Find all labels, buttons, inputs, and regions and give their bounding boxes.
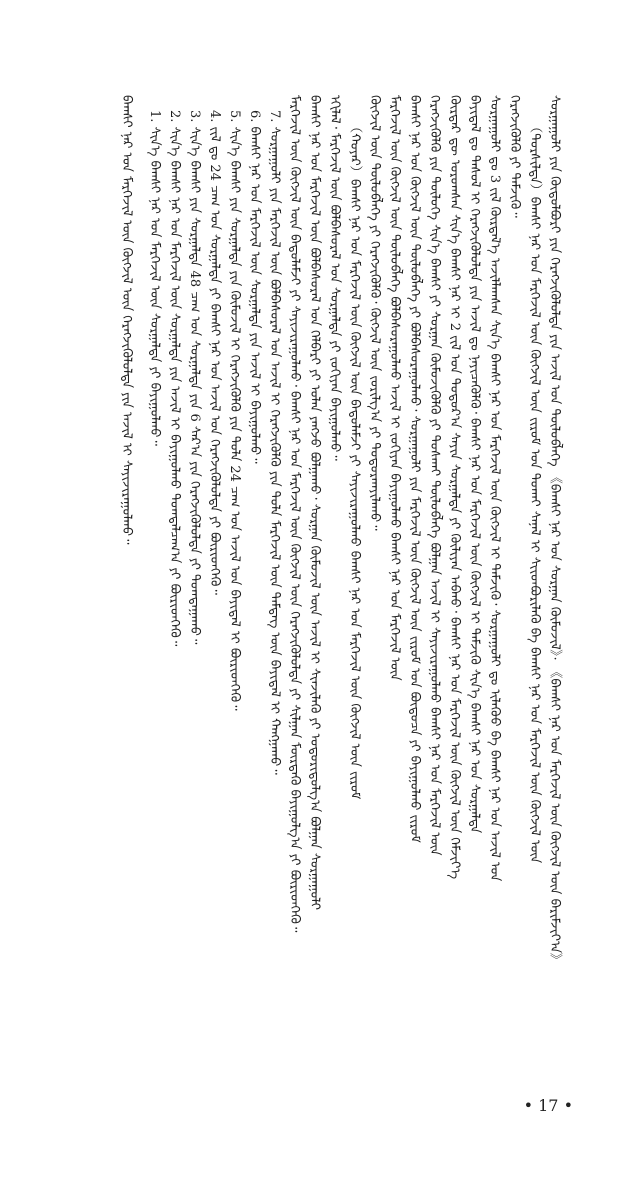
page-number: • 17 •	[523, 1096, 573, 1115]
text-column: （ᠲᠤᠷᠰᠢᠯᠲᠠ）ᠪᠠᠭᠰᠢ ᠨᠠᠷ ᠤᠨ ᠮᠡᠷᠭᠡᠵᠢᠯ ᠦᠨ ᠬᠥᠭᠵᠢᠯ ᠦᠨ ᠵᠢᠷᠤᠮ ᠤᠨ ᠲᠤᠬᠠᠢ ᠰᠠᠨᠠᠯ ᠢ ᠰᠢᠢᠳᠪᠦᠷᠢᠯᠡᠬᠦ ᠪᠠ ᠪᠠᠭᠰᠢ ᠨᠠᠷ ᠤᠨ ᠮᠡᠷᠭᠡᠵᠢᠯ ᠦᠨ ᠬᠥᠭᠵᠢᠯ ᠦᠨ	[527, 120, 542, 864]
text-column: 3. ᠰᠢᠨ᠎ᠡ ᠪᠠᠭᠰᠢ ᠶᠢᠨ ᠰᠤᠷᠭᠠᠯᠲᠠ 48 ᠴᠠᠭ ᠤᠨ ᠰᠤᠷᠭᠠᠯᠲᠠ ᠶᠢᠨ 6 ᠰᠠᠷ᠎ᠠ ᠶᠢᠨ ᠬᠡᠷᠡᠭᠵᠢᠭᠦᠯᠦᠯᠲᠡ ᠶᠢ ᠲᠣᠭᠲᠠᠭᠠᠬᠤ᠃	[187, 110, 202, 645]
text-column: ᠪᠠᠶᠢᠳᠠᠯ ᠳᠤ ᠳᠠᠰᠤᠯ ᠢ ᠬᠡᠷᠡᠭᠵᠢᠭᠦᠯᠦᠯᠲᠡ ᠶᠢᠨ ᠠᠵᠢᠯ ᠳᠤ ᠨᠡᠶᠢᠴᠡᠭᠦᠯᠬᠦ᠂ ᠪᠠᠭᠰᠢ ᠨᠠᠷ ᠤᠨ ᠮᠡᠷᠭᠡᠵᠢᠯ ᠦᠨ ᠬᠥᠭᠵᠢᠯ ᠢ ᠳᠡᠮᠵᠢᠬᠦ ᠰᠢᠨ᠎ᠡ ᠪᠠᠭᠰᠢ ᠨᠠᠷ ᠤᠨ ᠰᠤᠷᠭᠠᠯᠲᠠ	[467, 95, 482, 834]
text-column: ᠡᠬᠢᠯᠡᠯ᠂ ᠮᠡᠷᠭᠡᠵᠢᠯ ᠦᠨ ᠪᠣᠯᠪᠠᠰᠤᠷᠠᠯ ᠤᠨ ᠰᠤᠷᠭᠠᠯᠲᠠ ᠶᠢ ᠵᠣᠬᠢᠶᠠᠨ ᠪᠠᠶᠢᠭᠤᠯᠬᠤ᠃	[327, 95, 342, 461]
text-column: （ᠬᠣᠶᠠᠷ）ᠪᠠᠭᠰᠢ ᠨᠠᠷ ᠤᠨ ᠮᠡᠷᠭᠡᠵᠢᠯ ᠦᠨ ᠬᠥᠭᠵᠢᠯ ᠦᠨ ᠪᠠᠲᠤᠯᠠᠮᠵᠢ ᠶᠢ ᠰᠠᠶᠢᠵᠢᠷᠠᠭᠤᠯᠬᠤ ᠪᠠᠭᠰᠢ ᠨᠠᠷ ᠤᠨ ᠮᠡᠷᠭᠡᠵᠢᠯ ᠦᠨ ᠬᠥᠭᠵᠢᠯ ᠦᠨ ᠵᠢᠷᠤᠮ	[347, 120, 362, 800]
text-column: ᠪᠠᠭᠰᠢ ᠨᠠᠷ ᠤᠨ ᠮᠡᠷᠭᠡᠵᠢᠯ ᠦᠨ ᠬᠥᠭᠵᠢᠯ ᠦᠨ ᠬᠡᠷᠡᠭᠵᠢᠭᠦᠯᠦᠯᠲᠡ ᠶᠢᠨ ᠠᠵᠢᠯ ᠢ ᠰᠠᠶᠢᠵᠢᠷᠠᠭᠤᠯᠬᠤ᠃	[119, 95, 134, 545]
text-column: ᠰᠤᠷᠭᠠᠭᠤᠯᠢ ᠳᠤ 3 ᠵᠢᠯ ᠬᠦᠷᠲᠡᠯ᠎ᠡ ᠠᠵᠢᠯᠯᠠᠭᠰᠠᠨ ᠰᠢᠨ᠎ᠡ ᠪᠠᠭᠰᠢ ᠨᠠᠷ ᠤᠨ ᠮᠡᠷᠭᠡᠵᠢᠯ ᠦᠨ ᠬᠥᠭᠵᠢᠯ ᠢ ᠳᠡᠮᠵᠢᠬᠦ᠂ ᠰᠤᠷᠭᠠᠭᠤᠯᠢ ᠳᠤ ᠢᠯᠡᠭᠦᠦ ᠪᠠ ᠪᠠᠭᠰᠢ ᠨᠠᠷ ᠤᠨ ᠠᠵᠢᠯ ᠤᠨ	[487, 95, 502, 882]
text-column: ᠪᠠᠭᠰᠢ ᠨᠠᠷ ᠤᠨ ᠬᠥᠭᠵᠢᠯ ᠦᠨ ᠲᠥᠯᠦᠪᠯᠡᠭᠡ ᠶᠢ ᠪᠣᠯᠪᠠᠰᠤᠷᠠᠭᠤᠯᠬᠤ᠂ ᠰᠤᠷᠭᠠᠭᠤᠯᠢ ᠶᠢᠨ ᠮᠡᠷᠭᠡᠵᠢᠯ ᠦᠨ ᠬᠥᠭᠵᠢᠯ ᠦᠨ ᠵᠢᠷᠤᠮ ᠤᠨ ᠪᠦᠲᠦᠴᠡ ᠶᠢ ᠪᠠᠶᠢᠭᠤᠯᠬᠤ ᠵᠢᠷᠤᠮ	[407, 95, 422, 843]
text-column: 5. ᠰᠢᠨ᠎ᠡ ᠪᠠᠭᠰᠢ ᠶᠢᠨ ᠰᠤᠷᠭᠠᠯᠲᠠ ᠶᠢᠨ ᠬᠦᠮᠦᠵᠢᠯ ᠢ ᠬᠡᠷᠡᠭᠵᠢᠭᠦᠯᠬᠦ ᠶᠢᠨ ᠲᠤᠯᠠ 24 ᠴᠠᠭ ᠤᠨ ᠠᠵᠢᠯ ᠤᠨ ᠪᠠᠶᠢᠳᠠᠯ ᠢ ᠪᠦᠷᠢᠳᠬᠡᠬᠦ᠃	[227, 110, 242, 711]
text-column: ᠮᠡᠷᠭᠡᠵᠢᠯ ᠦᠨ ᠬᠥᠭᠵᠢᠯ ᠦᠨ ᠲᠥᠯᠦᠪᠯᠡᠭᠡ ᠪᠣᠯᠪᠠᠰᠤᠷᠠᠭᠤᠯᠬᠤ ᠠᠵᠢᠯ ᠢ ᠵᠣᠬᠢᠶᠠᠨ ᠪᠠᠶᠢᠭᠤᠯᠬᠤ ᠪᠠᠭᠰᠢ ᠨᠠᠷ ᠤᠨ ᠮᠡᠷᠭᠡᠵᠢᠯ ᠦᠨ	[387, 95, 402, 681]
text-column: 1. ᠰᠢᠨ᠎ᠡ ᠪᠠᠭᠰᠢ ᠨᠠᠷ ᠤᠨ ᠮᠡᠷᠭᠡᠵᠢᠯ ᠦᠨ ᠰᠤᠷᠭᠠᠯᠲᠠ ᠶᠢ ᠪᠠᠶᠢᠭᠤᠯᠬᠤ᠃	[147, 110, 162, 446]
text-column: ᠬᠡᠷᠡᠭᠵᠢᠭᠦᠯᠬᠦ ᠶᠢ ᠳᠡᠮᠵᠢᠬᠦ᠃	[507, 95, 522, 218]
text-column: 2. ᠰᠢᠨ᠎ᠡ ᠪᠠᠭᠰᠢ ᠨᠠᠷ ᠤᠨ ᠮᠡᠷᠭᠡᠵᠢᠯ ᠦᠨ ᠰᠤᠷᠭᠠᠯᠲᠠ ᠶᠢᠨ ᠠᠵᠢᠯ ᠢ ᠪᠠᠶᠢᠭᠤᠯᠬᠤ ᠲᠣᠭᠲᠠᠯᠴᠠᠭ᠎ᠠ ᠶᠢ ᠪᠦᠷᠢᠳᠬᠡᠬᠦ᠃	[167, 110, 182, 647]
text-column: ᠰᠤᠷᠭᠠᠭᠤᠯᠢ ᠶᠢᠨ ᠬᠥᠲᠦᠯᠪᠦᠷᠢ ᠶᠢᠨ ᠬᠡᠷᠡᠭᠵᠢᠭᠦᠯᠦᠯᠲᠡ ᠶᠢᠨ ᠠᠵᠢᠯ ᠤᠨ ᠲᠥᠯᠦᠪᠯᠡᠭᠡ 《ᠪᠠᠭᠰᠢ ᠨᠠᠷ ᠤᠨ ᠰᠤᠷᠭᠠᠨ ᠬᠦᠮᠦᠵᠢᠯ》· 《ᠪᠠᠭᠰᠢ ᠨᠠᠷ ᠤᠨ ᠮᠡᠷᠭᠡᠵᠢᠯ ᠦᠨ ᠬᠥᠭᠵᠢᠯ ᠦᠨ ᠪᠠᠷᠢᠮᠵᠢᠶ᠎ᠠ》	[547, 95, 562, 967]
text-column: ᠪᠠᠭᠰᠢ ᠨᠠᠷ ᠤᠨ ᠮᠡᠷᠭᠡᠵᠢᠯ ᠦᠨ ᠪᠣᠯᠪᠠᠰᠤᠷᠠᠯ ᠤᠨ ᠬᠡᠯᠪᠡᠷᠢ ᠶᠢ ᠣᠯᠠᠨ ᠶᠠᠩᠵᠤ ᠪᠣᠯᠭᠠᠬᠤ᠂ ᠰᠤᠷᠭᠠᠨ ᠬᠦᠮᠦᠵᠢᠯ ᠦᠨ ᠠᠵᠢᠯ ᠢ ᠰᠢᠨᠵᠢᠯᠡᠬᠦ ᠶᠢ ᠤᠳᠤᠷᠢᠳᠤᠯᠭ᠎ᠠ ᠪᠣᠯᠭᠠᠨ ᠰᠤᠷᠭᠠᠭᠤᠯᠢ	[307, 95, 322, 910]
text-column: ᠬᠦᠷᠳᠡᠷ ᠳᠦ ᠣᠷᠣᠭᠰᠠᠨ ᠰᠢᠨ᠎ᠡ ᠪᠠᠭᠰᠢ ᠨᠠᠷ ᠢ 2 ᠵᠢᠯ ᠤᠨ ᠳᠣᠲᠣᠷ᠎ᠠ ᠰᠠᠶᠢᠨ ᠰᠤᠷᠭᠠᠯᠲᠠ ᠶᠢ ᠬᠦᠯᠢᠶᠡᠨ ᠠᠪᠬᠤ᠂ ᠪᠠᠭᠰᠢ ᠨᠠᠷ ᠤᠨ ᠮᠡᠷᠭᠡᠵᠢᠯ ᠦᠨ ᠬᠥᠭᠵᠢᠯ ᠦᠨ ᠬᠡᠮᠵᠢᠶ᠎ᠡ	[447, 95, 462, 880]
text-column: 7. ᠰᠤᠷᠭᠠᠭᠤᠯᠢ ᠶᠢᠨ ᠮᠡᠷᠭᠡᠵᠢᠯ ᠦᠨ ᠪᠣᠯᠪᠠᠰᠤᠷᠠᠯ ᠤᠨ ᠠᠵᠢᠯ ᠢ ᠬᠡᠷᠡᠭᠵᠢᠭᠦᠯᠬᠦ ᠶᠢᠨ ᠲᠤᠯᠠ ᠮᠡᠷᠭᠡᠵᠢᠯ ᠦᠨ ᠲᠡᠮᠳᠡᠭ ᠦᠨ ᠪᠠᠶᠢᠳᠠᠯ ᠢ ᠬᠠᠩᠭᠠᠬᠤ᠃	[267, 110, 282, 775]
text-column: ᠮᠡᠷᠭᠡᠵᠢᠯ ᠦᠨ ᠬᠥᠭᠵᠢᠯ ᠦᠨ ᠪᠠᠲᠤᠯᠠᠮᠵᠢ ᠶᠢ ᠰᠠᠶᠢᠵᠢᠷᠠᠭᠤᠯᠬᠤ᠂ ᠪᠠᠭᠰᠢ ᠨᠠᠷ ᠤᠨ ᠮᠡᠷᠭᠡᠵᠢᠯ ᠦᠨ ᠬᠥᠭᠵᠢᠯ ᠦᠨ ᠬᠡᠷᠡᠭᠵᠢᠭᠦᠯᠦᠯᠲᠡ ᠶᠢ ᠰᠢᠯᠭᠠᠨ ᠮᠥᠷᠳᠡᠬᠦ ᠪᠠᠶᠢᠭᠤᠯᠭ᠎ᠠ ᠶᠢ ᠪᠦᠷᠢᠳᠬᠡᠬᠦ᠃	[287, 95, 302, 933]
text-column: 6. ᠪᠠᠭᠰᠢ ᠨᠠᠷ ᠤᠨ ᠮᠡᠷᠭᠡᠵᠢᠯ ᠦᠨ ᠰᠤᠷᠭᠠᠯᠲᠠ ᠶᠢᠨ ᠠᠵᠢᠯ ᠢ ᠪᠠᠶᠢᠭᠤᠯᠬᠤ᠃	[247, 110, 262, 464]
text-column: ᠬᠡᠷᠡᠭᠵᠢᠭᠦᠯᠬᠦ ᠶᠢᠨ ᠲᠥᠯᠦᠭᠡ ᠰᠢᠨ᠎ᠡ ᠪᠠᠭᠰᠢ ᠶᠢ ᠰᠤᠷᠭᠠᠨ ᠬᠦᠮᠦᠵᠢᠭᠦᠯᠬᠦ ᠶᠢ ᠲᠤᠰᠬᠠᠢ ᠲᠥᠯᠦᠪᠯᠡᠭᠡ ᠪᠣᠯᠭᠠᠨ ᠠᠵᠢᠯ ᠢ ᠰᠠᠶᠢᠵᠢᠷᠠᠭᠤᠯᠬᠤ ᠪᠠᠭᠰᠢ ᠨᠠᠷ ᠤᠨ ᠮᠡᠷᠭᠡᠵᠢᠯ ᠦᠨ	[427, 95, 442, 856]
text-column: 4. ᠵᠢᠯ ᠳᠤ 24 ᠴᠠᠭ ᠤᠨ ᠰᠤᠷᠭᠠᠯᠲᠠ ᠶᠢ ᠪᠠᠭᠰᠢ ᠨᠠᠷ ᠤᠨ ᠠᠵᠢᠯ ᠤᠨ ᠬᠡᠷᠡᠭᠵᠢᠭᠦᠯᠦᠯᠲᠡ ᠶᠢ ᠪᠦᠷᠢᠳᠬᠡᠬᠦ᠃	[207, 110, 222, 595]
text-column: ᠬᠥᠭᠵᠢᠯ ᠦᠨ ᠲᠥᠯᠦᠪᠯᠡᠭᠡ ᠶᠢ ᠬᠡᠷᠡᠭᠵᠢᠭᠦᠯᠬᠦ᠂ ᠬᠥᠭᠵᠢᠯ ᠦᠨ ᠵᠣᠷᠢᠯᠭ᠎ᠠ ᠶᠢ ᠲᠣᠳᠣᠷᠬᠠᠶᠢᠯᠠᠬᠤ᠃	[367, 95, 382, 531]
